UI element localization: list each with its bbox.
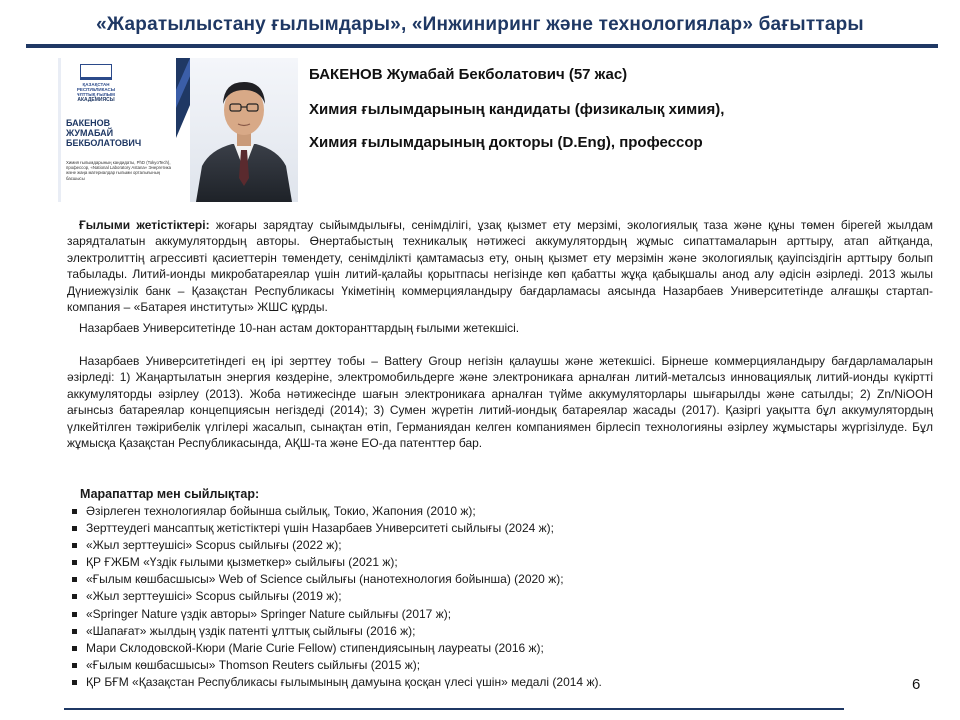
achievements-text: жоғары зарядтау сыйымдылығы, сенімділігі, ұзақ қызмет ету мерзімі, экологиялық таза және құны төмен бірегей жылдам зарядталатын аккумулятордың авторы. Өнертабыстың техникалық нәтижесі аккумулятордың жұмыс сипаттамаларын арттыру, атап айтқанда, электролиттің агрессивті қасиеттерін төмендету, сенімділікті қамтамасыз ету, оның қызмет ету мерзімін және экологиялық қауіпсіздігін арттыру болып табылады. Литий-ионды микробатареялар үшін литий-қалайы қорытпасы негізінде көп қабатты жұқа қабықшалы анод алу әдісін әзірледі. 2013 жылы Дүниежүзілік банк – Қазақстан Республикасы Үкіметінің коммерцияландыру бағдарламасы аясында Назарбаев Университетінде алғашқы стартап-компания – «Батарея институты» ЖШС құрды. bbox=[67, 218, 934, 315]
achievements-paragraph bbox=[67, 217, 933, 315]
card-description: Химия ғылымдарының кандидаты, PhD (TokyoTech), профессор, «National Laboratory Astana» Энергетика және жаңа материалдар ғылыми орталығының басшысы bbox=[66, 160, 172, 181]
achievements-label: Ғылыми жетістіктері: bbox=[79, 218, 210, 232]
person-name: БАКЕНОВ Жумабай Бекболатович (57 жас) bbox=[309, 66, 628, 83]
bullet-icon bbox=[72, 680, 77, 685]
award-item bbox=[72, 588, 932, 605]
bullet-icon bbox=[72, 663, 77, 668]
logo-line: ҰЛТТЫҚ ҒЫЛЫМ bbox=[77, 92, 115, 97]
card-name bbox=[66, 118, 176, 148]
award-text: Әзірлеген технологиялар бойынша сыйлық, Токио, Жапония (2010 ж); bbox=[86, 504, 476, 518]
award-item bbox=[72, 657, 932, 674]
bullet-icon bbox=[72, 629, 77, 634]
awards-list bbox=[72, 503, 932, 691]
logo-line: ҚАЗАҚСТАН bbox=[82, 82, 110, 87]
award-text: «Шапағат» жылдың үздік патенті ұлттық сыйлығы (2016 ж); bbox=[86, 623, 416, 638]
footer-divider bbox=[64, 708, 844, 710]
award-item bbox=[72, 571, 932, 588]
logo-line: РЕСПУБЛИКАСЫ bbox=[76, 87, 116, 92]
card-name-line: БАКЕНОВ bbox=[66, 118, 111, 128]
award-text: ҚР БҒМ «Қазақстан Республикасы ғылымының дамуына қосқан үлесі үшін» медалі (2014 ж). bbox=[86, 674, 602, 689]
award-text: Мари Склодовской-Кюри (Marie Curie Fellow) стипендиясының лауреаты (2016 ж); bbox=[86, 640, 544, 655]
award-item bbox=[72, 674, 932, 691]
awards-heading: Марапаттар мен сыйлықтар: bbox=[80, 487, 260, 501]
award-item bbox=[72, 520, 932, 537]
award-text: «Ғылым көшбасшысы» Thomson Reuters сыйлығы (2015 ж); bbox=[86, 657, 421, 672]
title-divider bbox=[26, 44, 938, 48]
bullet-icon bbox=[72, 577, 77, 582]
group-text: Назарбаев Университетіндегі ең ірі зерттеу тобы – Battery Group негізін қалаушы және жетекшісі. Бірнеше коммерцияландыру бағдарламаларын әзірледі: 1) Жаңартылатын энергия көздеріне, электромобильдерге және электроникаға арналған литий-металсыз инновациялық литий-ионды күкіртті аккумуляторды әзірлеу (2013). Жоба нәтижесінде шағын электроникаға арналған түйме аккумуляторлары шығарылды және сатылды; 2) Zn/NiOOH ағынсыз батареялар концепциясын негіздеді (2014); 3) Сумен жүретін литий-иондық батареялар жасады (2017). Қазіргі уақытта бұл аккумулятордың үлкейтілген тәжірибелік үлгілері жасалып, сынақтан өтіп, Германиядан келген компаниямен бірлесіп технологияны әзірлеу жұмыстары жүргізілуде. Бұл жұмысқа Қазақстан Республикасында, АҚШ-та және ЕО-да патенттер бар. bbox=[67, 354, 933, 451]
award-item bbox=[72, 623, 932, 640]
bullet-icon bbox=[72, 594, 77, 599]
supervision-paragraph bbox=[67, 320, 933, 336]
profile-card bbox=[58, 58, 298, 202]
portrait-photo bbox=[190, 58, 298, 202]
card-name-line: ЖУМАБАЙ bbox=[66, 128, 114, 138]
building-icon bbox=[80, 64, 112, 80]
award-item bbox=[72, 554, 932, 571]
person-degree-2: Химия ғылымдарының докторы (D.Eng), профессор bbox=[309, 134, 703, 151]
supervision-text: Назарбаев Университетінде 10-нан астам докторанттардың ғылыми жетекшісі. bbox=[79, 321, 520, 335]
award-item bbox=[72, 537, 932, 554]
academy-logo bbox=[66, 64, 126, 103]
logo-academy: АКАДЕМИЯСЫ bbox=[77, 97, 115, 103]
person-degree-1: Химия ғылымдарының кандидаты (физикалық химия), bbox=[309, 101, 725, 118]
award-text: ҚР ҒЖБМ «Үздік ғылыми қызметкер» сыйлығы (2021 ж); bbox=[86, 555, 398, 570]
award-item bbox=[72, 606, 932, 623]
card-name-line: БЕКБОЛАТОВИЧ bbox=[66, 138, 142, 148]
award-text: «Жыл зерттеушісі» Scopus сыйлығы (2019 ж); bbox=[86, 589, 342, 604]
bullet-icon bbox=[72, 509, 77, 514]
group-paragraph bbox=[67, 353, 933, 451]
award-item bbox=[72, 640, 932, 657]
award-text: Зерттеудегі мансаптық жетістіктері үшін Назарбаев Университеті сыйлығы (2024 ж); bbox=[86, 521, 555, 536]
bullet-icon bbox=[72, 526, 77, 531]
bullet-icon bbox=[72, 543, 77, 548]
award-text: «Жыл зерттеушісі» Scopus сыйлығы (2022 ж); bbox=[86, 538, 342, 553]
page-number: 6 bbox=[912, 676, 921, 693]
bullet-icon bbox=[72, 560, 77, 565]
award-item bbox=[72, 503, 932, 520]
slide-title: «Жаратылыстану ғылымдары», «Инжиниринг және технологиялар» бағыттары bbox=[96, 14, 864, 35]
award-text: «Ғылым көшбасшысы» Web of Science сыйлығы (нанотехнология бойынша) (2020 ж); bbox=[86, 572, 564, 587]
bullet-icon bbox=[72, 612, 77, 617]
award-text: «Springer Nature үздік авторы» Springer Nature сыйлығы (2017 ж); bbox=[86, 606, 452, 621]
bullet-icon bbox=[72, 646, 77, 651]
